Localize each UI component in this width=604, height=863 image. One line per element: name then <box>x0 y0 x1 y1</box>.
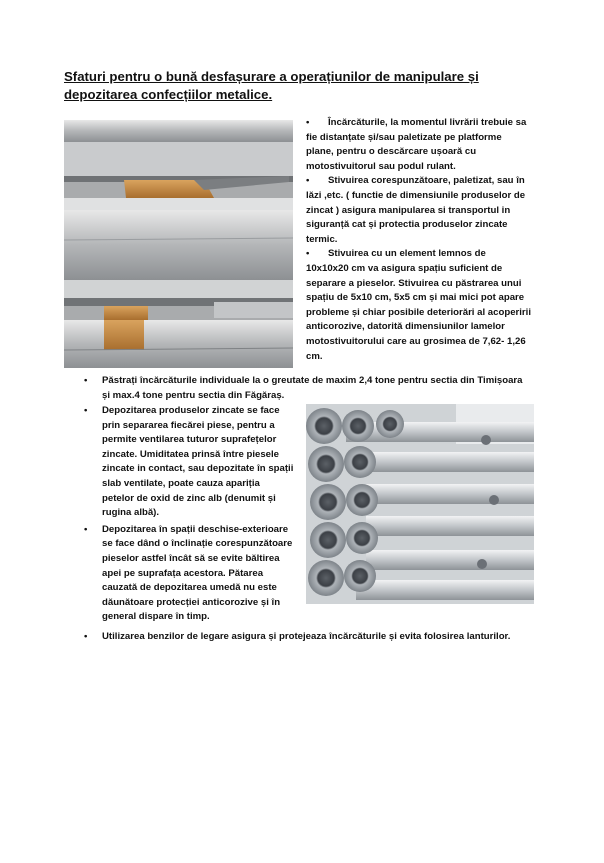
page-title <box>64 68 534 104</box>
photo-flanged-pipes <box>306 404 534 604</box>
bullet-icon: • <box>306 248 310 260</box>
list-item: • Depozitarea produselor zincate se face prin separarea fiecărei piese, pentru a permite ventilarea tuturor suprafețelor zincate. Umiditatea prinsă între piesele zincate in contact, sau depozitate în spații slab ventilate, poate cauza apariția petelor de oxid de zinc alb (denumit și rugina albă). <box>84 405 294 519</box>
title-line-2: depozitarea confecțiilor metalice. <box>64 87 273 102</box>
right-column-text <box>306 116 534 364</box>
photo-stacked-beams <box>64 120 293 368</box>
left-column-text <box>84 404 298 625</box>
bullet-icon: • <box>84 405 88 416</box>
bullet-icon: • <box>84 631 88 642</box>
list-item: • Stivuirea cu un element lemnos de 10x10x20 cm va asigura spațiu suficient de separare a pieselor. Stivuirea cu păstrarea unui spațiu de 5x10 cm, 5x5 cm și mai mici pot apare probleme și chiar posibile deteriorări al acoperirii anticorozive, datorită dimensiunilor lamelor motostivuitorului care au grosimea de 7,62- 1,26 cm. <box>306 248 531 362</box>
list-item: • Depozitarea în spații deschise-exterioare se face dând o înclinație corespunzătoare pieselor astfel încât să se evite băltirea apei pe suprafața acestora. Pătarea cauzată de depozitarea umedă nu este dăunătoare protecției anticorozive și în general dispare în timp. <box>84 523 293 623</box>
list-item: • Utilizarea benzilor de legare asigura și protejeaza încărcăturile și evita folosirea lanturilor. <box>84 630 554 645</box>
stacked-beams-illustration <box>64 120 293 368</box>
flanged-pipes-illustration <box>306 404 534 604</box>
list-item: • Stivuirea corespunzătoare, paletizat, sau în lăzi ,etc. ( functie de dimensiunile produselor de zincat ) asigura manipularea si transportul in siguranță cat și protectia produselor zincate termic. <box>306 175 526 245</box>
list-item: • Păstrați încărcăturile individuale la o greutate de maxim 2,4 tone pentru sectia din Timișoara și max.4 tone pentru sectia din Făgăraș. <box>84 375 523 401</box>
bullet-icon: • <box>84 523 88 535</box>
bullet-icon: • <box>306 175 310 187</box>
title-line-1: Sfaturi pentru o bună desfașurare a operațiunilor de manipulare și <box>64 69 479 84</box>
bullet-icon: • <box>84 375 88 386</box>
bullet-icon: • <box>306 117 310 128</box>
list-item: • Încărcăturile, la momentul livrării trebuie sa fie distanțate și/sau paletizate pe platforme plane, pentru o descărcare ușoară cu motostivuitorul sau podul rulant. <box>306 117 527 172</box>
